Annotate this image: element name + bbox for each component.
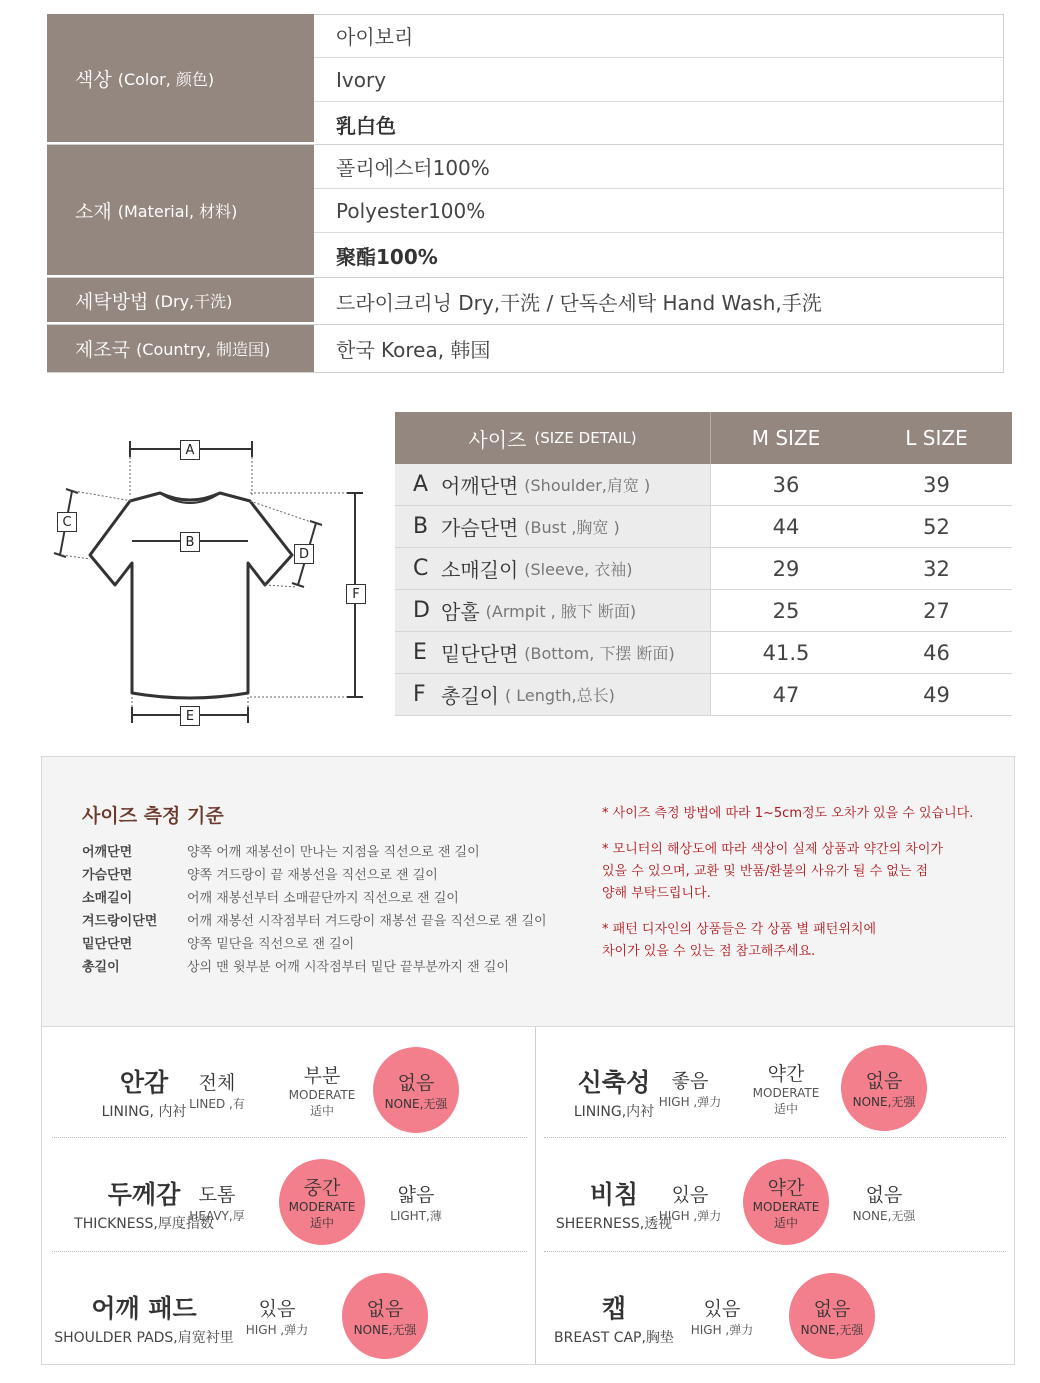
measure-term: 총길이 — [82, 960, 120, 975]
spec-value: 한국 Korea, 韩国 — [336, 338, 491, 362]
attribute-grid — [42, 1027, 1014, 1365]
note-text: * 모니터의 해상도에 따라 색상이 실제 상품과 약간의 차이가 있을 수 있으며, 교환 및 반품/환불의 사유가 될 수 없는 점 양해 부탁드립니다. — [602, 842, 943, 901]
size-letter: E — [413, 640, 427, 665]
measure-desc: 어깨 재봉선부터 소매끝단까지 직선으로 잰 길이 — [187, 891, 459, 906]
attribute-title-stretch: 신축성 LINING,内衬 — [573, 1068, 655, 1120]
attribute-option: 부분 MODERATE 适中 — [288, 1065, 356, 1118]
measure-term: 어깨단면 — [82, 845, 133, 860]
selected-option: 약간 MODERATE 适中 — [743, 1159, 829, 1245]
spec-label-wash: 세탁방법 (Dry,干洗) — [47, 278, 314, 324]
size-sublabel: (Sleeve, 衣袖) — [524, 560, 633, 579]
attribute-option: 있음 HIGH ,弹力 — [658, 1184, 722, 1223]
measure-term: 겨드랑이단면 — [82, 914, 158, 929]
attribute-option: 약간 MODERATE 适中 — [752, 1063, 820, 1116]
measure-item — [82, 887, 547, 910]
tag-d: D — [294, 544, 314, 564]
size-l-value: 49 — [923, 682, 950, 707]
tag-e: E — [180, 706, 200, 726]
spec-value: 乳白色 — [336, 113, 396, 138]
spec-label-color: 색상 (Color, 颜色) — [47, 14, 314, 144]
spec-value: Ivory — [314, 58, 1003, 102]
tshirt-measurement-diagram — [50, 435, 380, 735]
spec-label-material: 소재 (Material, 材料) — [47, 145, 314, 277]
attribute-option: 없음 NONE,无强 — [852, 1184, 916, 1223]
measure-desc: 양쪽 어깨 재봉선이 만나는 지점을 직선으로 잰 길이 — [187, 845, 480, 860]
attribute-option: 도톰 HEAVY,厚 — [189, 1184, 245, 1223]
measure-desc: 어깨 재봉선 시작점부터 겨드랑이 재봉선 끝을 직선으로 잰 길이 — [187, 914, 547, 929]
size-letter: D — [413, 598, 430, 623]
measure-item — [82, 910, 547, 933]
size-letter: B — [413, 514, 429, 539]
tshirt-outline-icon — [50, 435, 380, 735]
measure-term: 밑단단면 — [82, 937, 133, 952]
measure-desc: 양쪽 밑단을 직선으로 잰 길이 — [187, 937, 355, 952]
size-m-value: 29 — [772, 556, 800, 581]
note-text: * 패턴 디자인의 상품들은 각 상품 별 패턴위치에 차이가 있을 수 있는 점 참고해주세요. — [602, 922, 877, 959]
attribute-option: 전체 LINED ,有 — [189, 1072, 245, 1111]
size-label: 총길이 — [441, 684, 499, 708]
measure-item — [82, 956, 547, 979]
size-letter: A — [413, 472, 429, 497]
size-row — [395, 674, 1012, 716]
tag-c: C — [57, 512, 77, 532]
size-m-value: 44 — [772, 514, 800, 539]
size-row — [395, 548, 1012, 590]
tag-a: A — [180, 440, 200, 460]
spec-value: Polyester100% — [314, 189, 1003, 233]
measure-title: 사이즈 측정 기준 — [82, 805, 224, 827]
selected-option: 없음 NONE,无强 — [841, 1045, 927, 1131]
attribute-title-sheerness: 비침 SHEERNESS,透视 — [555, 1180, 673, 1232]
product-spec-table — [47, 14, 1004, 373]
measure-term: 가슴단면 — [82, 868, 133, 883]
spec-row-material — [47, 145, 1004, 278]
attribute-title-thickness: 두께감 THICKNESS,厚度指数 — [74, 1180, 214, 1232]
tag-f: F — [346, 584, 366, 604]
size-row — [395, 632, 1012, 674]
size-label: 어깨단면 — [441, 474, 519, 498]
header-m-size: M SIZE — [751, 426, 821, 450]
selected-option: 없음 NONE,无强 — [342, 1273, 428, 1359]
measure-desc: 양쪽 겨드랑이 끝 재봉선을 직선으로 잰 길이 — [187, 868, 438, 883]
size-m-value: 25 — [772, 598, 800, 623]
attribute-title-lining: 안감 LINING, 内衬 — [101, 1068, 187, 1120]
size-m-value: 41.5 — [762, 640, 810, 665]
spec-value: 폴리에스터100% — [314, 145, 1003, 189]
notes — [602, 803, 992, 977]
selected-option: 없음 NONE,无强 — [789, 1273, 875, 1359]
size-m-value: 47 — [772, 682, 800, 707]
size-row — [395, 506, 1012, 548]
measure-item — [82, 933, 547, 956]
attribute-option: 있음 HIGH ,弹力 — [245, 1298, 309, 1337]
spec-value: 聚酯100% — [336, 244, 438, 269]
size-letter: C — [413, 556, 429, 581]
selected-option: 중간 MODERATE 适中 — [279, 1159, 365, 1245]
spec-row-color — [47, 14, 1004, 145]
size-sublabel: (Bust ,胸宽 ) — [524, 518, 620, 537]
size-row — [395, 590, 1012, 632]
attribute-option: 얇음 LIGHT,薄 — [390, 1184, 442, 1223]
note-text: * 사이즈 측정 방법에 따라 1~5cm정도 오차가 있을 수 있습니다. — [602, 806, 974, 821]
measure-term: 소매길이 — [82, 891, 133, 906]
attribute-option: 좋음 HIGH ,弹力 — [658, 1070, 722, 1109]
size-l-value: 46 — [923, 640, 950, 665]
attribute-title-breast-cap: 캡 BREAST CAP,胸垫 — [554, 1294, 674, 1346]
header-l-size: L SIZE — [905, 426, 968, 450]
size-letter: F — [413, 682, 426, 707]
spec-value: 아이보리 — [314, 14, 1003, 58]
size-label: 밑단단면 — [441, 642, 519, 666]
tag-b: B — [180, 532, 200, 552]
size-row — [395, 464, 1012, 506]
measure-item — [82, 864, 547, 887]
spec-label-country: 제조국 (Country, 制造国) — [47, 325, 314, 372]
selected-option: 없음 NONE,无强 — [373, 1047, 459, 1133]
spec-row-wash — [47, 278, 1004, 325]
size-detail-table — [395, 412, 1012, 716]
size-sublabel: (Armpit , 腋下 断面) — [485, 602, 637, 621]
size-sublabel: ( Length,总长) — [504, 686, 615, 705]
attribute-title-shoulder-pads: 어깨 패드 SHOULDER PADS,肩宽衬里 — [54, 1294, 234, 1346]
size-label: 가슴단면 — [441, 516, 519, 540]
size-table-header: 사이즈 (SIZE DETAIL) M SIZE L SIZE — [395, 412, 1012, 464]
size-sublabel: (Bottom, 下摆 断面) — [524, 644, 675, 663]
measure-item — [82, 841, 547, 864]
attribute-option: 있음 HIGH ,弹力 — [690, 1298, 754, 1337]
size-sublabel: (Shoulder,肩宽 ) — [524, 476, 651, 495]
spec-value: 드라이크리닝 Dry,干洗 / 단독손세탁 Hand Wash,手洗 — [336, 290, 822, 315]
size-l-value: 27 — [923, 598, 950, 623]
size-label: 소매길이 — [441, 558, 519, 582]
size-label: 암홀 — [441, 600, 480, 624]
size-l-value: 39 — [923, 472, 950, 497]
info-box — [41, 756, 1015, 1365]
measure-desc: 상의 맨 윗부분 어깨 시작점부터 밑단 끝부분까지 잰 길이 — [187, 960, 509, 975]
measure-list — [82, 841, 547, 979]
size-l-value: 32 — [923, 556, 950, 581]
size-m-value: 36 — [772, 472, 800, 497]
size-l-value: 52 — [923, 514, 950, 539]
spec-row-country — [47, 325, 1004, 373]
